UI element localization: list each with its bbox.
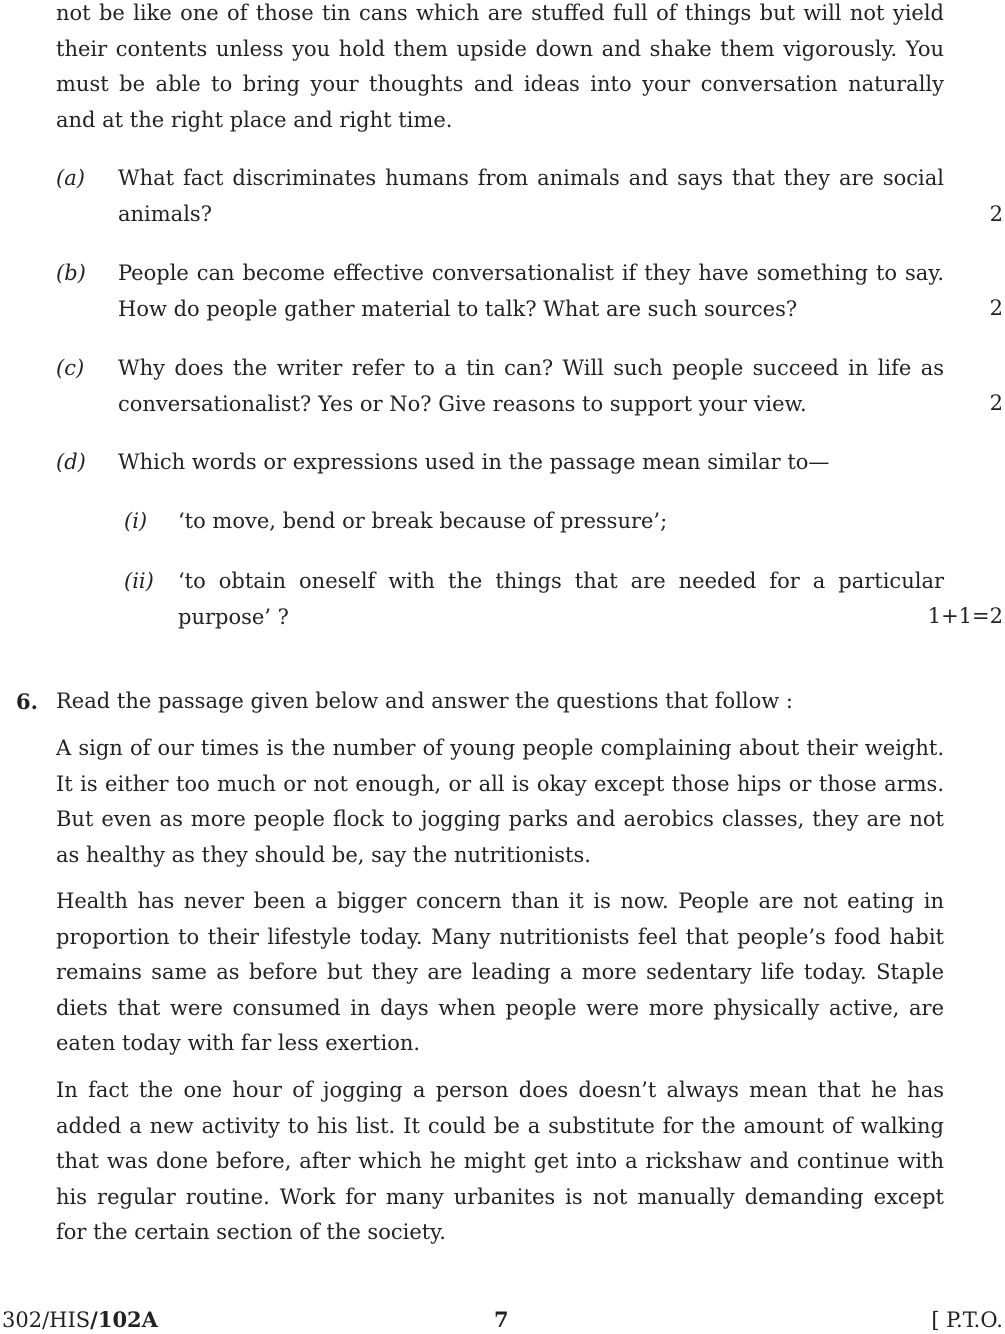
question-6-number: 6.	[16, 689, 38, 714]
page-number: 7	[494, 1307, 509, 1332]
question-c-text: Why does the writer refer to a tin can? Will such people succeed in life as conversationalist? Yes or No? Give reasons to support your view.	[118, 356, 944, 416]
question-6-instruction: Read the passage given below and answer the questions that follow :	[56, 689, 793, 713]
question-d-label: (d)	[56, 450, 86, 474]
passage-paragraph-2: Health has never been a bigger concern than it is now. People are not eating in proportion to their lifestyle today. Many nutritionists feel that people’s food habit remains same as before but they are leading a more sedentary life today. Staple diets that were consumed in days when people were more physically active, are eaten today with far less exertion.	[56, 889, 944, 1055]
question-d-text: Which words or expressions used in the passage mean similar to—	[118, 450, 830, 474]
pto-note: [ P.T.O.	[931, 1308, 1003, 1332]
question-b-marks: 2	[989, 296, 1003, 320]
question-a-text: What fact discriminates humans from animals and says that they are social animals?	[118, 166, 944, 226]
paper-code-prefix: 302/HIS	[2, 1308, 91, 1332]
sub-question-ii-label: (ii)	[124, 569, 154, 593]
question-a-marks: 2	[989, 202, 1003, 226]
passage-paragraph-1: A sign of our times is the number of young people complaining about their weight. It is either too much or not enough, or all is okay except those hips or those arms. But even as more people flock to jogging parks and aerobics classes, they are not as healthy as they should be, say the nutritionists.	[56, 736, 944, 867]
question-c-marks: 2	[989, 391, 1003, 415]
question-c-label: (c)	[56, 356, 85, 380]
passage-end-paragraph: not be like one of those tin cans which are stuffed full of things but will not yield their contents unless you hold them upside down and shake them vigorously. You must be able to bring your thoughts and ideas into your conversation naturally and at the right place and right time.	[56, 1, 944, 132]
sub-question-ii-text: ‘to obtain oneself with the things that are needed for a particular purpose’ ?	[178, 569, 944, 629]
passage-paragraph-3: In fact the one hour of jogging a person does doesn’t always mean that he has added a new activity to his list. It could be a substitute for the amount of walking that was done before, after which he might get into a rickshaw and continue with his regular routine. Work for many urbanites is not manually demanding except for the certain section of the society.	[56, 1078, 944, 1244]
sub-question-i-text: ‘to move, bend or break because of pressure’;	[178, 509, 668, 533]
paper-code-suffix: /102A	[90, 1307, 158, 1332]
question-b-text: People can become effective conversationalist if they have something to say. How do people gather material to talk? What are such sources?	[118, 261, 944, 321]
question-b-label: (b)	[56, 261, 86, 285]
question-a-label: (a)	[56, 166, 85, 190]
sub-question-ii-marks: 1+1=2	[927, 604, 1003, 628]
sub-question-i-label: (i)	[124, 509, 148, 533]
